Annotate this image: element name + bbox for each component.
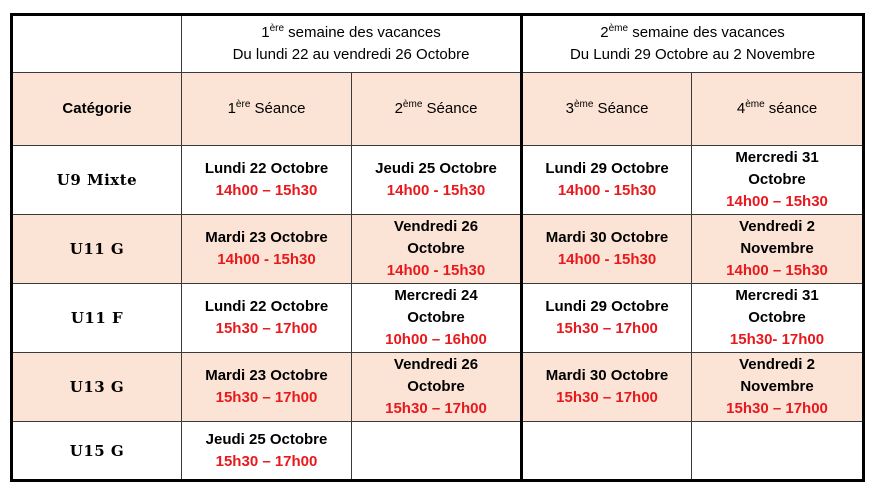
session-time: 14h00 - 15h30 [386,262,486,279]
session-day: Mercredi 31 Octobre [735,149,819,188]
session-time: 15h30 – 17h00 [215,320,318,337]
session-time: 10h00 – 16h00 [385,331,487,348]
category-label: U11 G [12,215,182,284]
session-day: Lundi 29 Octobre [545,160,669,177]
session-time: 15h30 – 17h00 [556,320,658,337]
session-time: 15h30- 17h00 [729,331,825,348]
session-time: 14h00 - 15h30 [386,182,486,199]
session-day: Vendredi 2 Novembre [739,356,815,395]
session-day: Lundi 22 Octobre [204,160,329,177]
seance-4-header: 4ème séance [692,73,864,146]
session-cell [182,422,352,481]
session-time: 15h30 – 17h00 [215,389,318,406]
session-day: Vendredi 2 Novembre [739,218,815,257]
session-cell [692,284,864,353]
session-day: Mardi 30 Octobre [545,229,669,246]
session-cell [352,353,522,422]
session-cell [182,146,352,215]
session-time: 14h00 – 15h30 [726,262,828,279]
week1-sup: ère [269,23,285,34]
table-row [12,146,864,215]
session-time: 15h30 – 17h00 [385,400,487,417]
week1-title: semaine des vacances [284,24,441,41]
week-header-row [12,15,864,73]
seance-2-header: 2ème Séance [352,73,522,146]
seance-1-header: 1ère Séance [182,73,352,146]
seance-3-header: 3ème Séance [522,73,692,146]
session-day: Lundi 29 Octobre [545,298,669,315]
empty-session-cell [692,422,864,481]
session-day: Jeudi 25 Octobre [205,430,328,448]
session-time: 14h00 – 15h30 [215,182,318,199]
session-cell [522,146,692,215]
session-cell [522,284,692,353]
session-day: Vendredi 26 Octobre [393,218,479,257]
table-row [12,215,864,284]
table-row [12,353,864,422]
session-cell [352,146,522,215]
session-time: 15h30 – 17h00 [215,452,318,470]
category-label: U15 G [12,422,182,481]
session-cell [182,353,352,422]
category-label: U9 Mixte [12,146,182,215]
empty-session-cell [522,422,692,481]
session-day: Jeudi 25 Octobre [375,160,497,177]
seance-header-row [12,73,864,146]
category-label: U13 G [12,353,182,422]
week2-title: semaine des vacances [628,24,785,41]
session-day: Lundi 22 Octobre [204,298,329,315]
session-cell [692,353,864,422]
category-label: U11 F [12,284,182,353]
session-day: Vendredi 26 Octobre [393,356,479,395]
session-day: Mardi 30 Octobre [545,367,669,384]
session-cell [692,146,864,215]
session-cell [352,215,522,284]
category-header: Catégorie [12,73,182,146]
session-day: Mardi 23 Octobre [205,367,328,384]
session-day: Mardi 23 Octobre [205,229,328,246]
session-day: Mercredi 24 Octobre [394,287,478,326]
session-cell [182,215,352,284]
session-time: 14h00 - 15h30 [557,182,657,199]
session-time: 14h00 - 15h30 [217,251,316,268]
session-time: 14h00 - 15h30 [557,251,657,268]
table-row [12,422,864,481]
week2-subtitle: Du Lundi 29 Octobre au 2 Novembre [569,46,816,63]
week2-num: 2 [600,24,609,41]
session-time: 15h30 – 17h00 [556,389,658,406]
week1-header [182,15,522,73]
session-time: 14h00 – 15h30 [726,193,828,210]
week1-subtitle: Du lundi 22 au vendredi 26 Octobre [232,46,470,63]
empty-session-cell [352,422,522,481]
week2-sup: ème [608,23,629,34]
week1-num: 1 [261,24,270,41]
table-row [12,284,864,353]
session-cell [352,284,522,353]
session-cell [522,215,692,284]
session-day: Mercredi 31 Octobre [735,287,819,326]
session-cell [522,353,692,422]
session-cell [692,215,864,284]
session-cell [182,284,352,353]
empty-corner-cell [12,15,182,73]
session-time: 15h30 – 17h00 [726,400,828,417]
schedule-table [10,13,865,482]
week2-header [522,15,864,73]
